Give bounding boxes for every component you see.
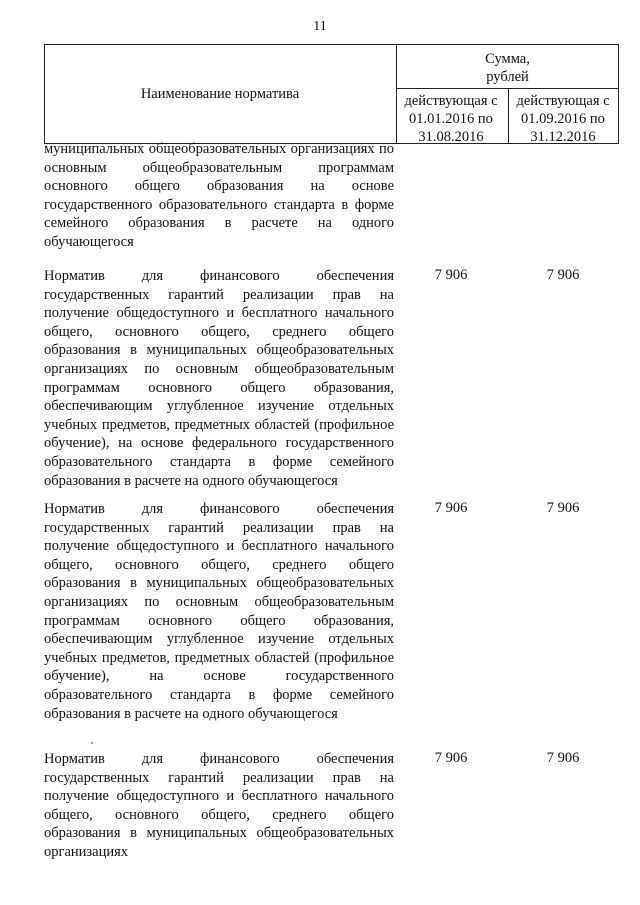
table-header — [44, 44, 619, 144]
header-period-1-line3: 31.08.2016 — [418, 129, 484, 145]
header-name-column: Наименование норматива — [140, 86, 300, 102]
page-number: 11 — [313, 19, 327, 34]
table-row-value-period-1: 7 906 — [434, 750, 468, 766]
header-period-2-line1: действующая с — [516, 93, 610, 109]
table-row-text: Норматив для финансового обеспечения государственных гарантий реализации прав на получение общедоступного и бесплатного начального общего, основного общего, среднего общего образования в муниципальных общеобразовательных организациях по основным общеобразовательным программам основного общего образования, обеспечивающим углубленное изучение отдельных учебных предметов, предметных областей (профильное обучение), на основе федерального государственного образовательного стандарта в форме семейного образования в расчете на одного обучающегося — [44, 268, 394, 489]
header-sum — [396, 50, 619, 86]
header-period-1-line2: 01.01.2016 по — [409, 111, 493, 127]
header-period-2 — [508, 92, 618, 146]
table-row-text: Норматив для финансового обеспечения государственных гарантий реализации прав на получение общедоступного и бесплатного начального общего, основного общего, среднего общего образования в муниципальных общеобразовательных организациях по основным общеобразовательным программам основного общего образования, обеспечивающим углубленное изучение отдельных учебных предметов, предметных областей (профильное обучение), на основе государственного образовательного стандарта в форме семейного образования в расчете на одного обучающегося — [44, 501, 394, 722]
header-period-1-line1: действующая с — [404, 93, 498, 109]
table-row-text: Норматив для финансового обеспечения государственных гарантий реализации прав на получение общедоступного и бесплатного начального общего, основного общего, среднего общего образования в муниципальных общеобразовательных организациях — [44, 751, 394, 860]
table-row-value-period-2: 7 906 — [546, 750, 580, 766]
table-row-value-period-2: 7 906 — [546, 500, 580, 516]
header-sum-line1: Сумма, — [485, 51, 530, 67]
header-period-2-line2: 01.09.2016 по — [521, 111, 605, 127]
header-period-2-line3: 31.12.2016 — [530, 129, 596, 145]
scan-speck — [91, 742, 93, 744]
header-top-border — [44, 44, 619, 45]
header-period-1 — [396, 92, 506, 146]
table-row-value-period-1: 7 906 — [434, 500, 468, 516]
header-sum-line2: рублей — [486, 69, 529, 85]
table-row-value-period-2: 7 906 — [546, 267, 580, 283]
table-row-text: муниципальных общеобразовательных организациях по основным общеобразовательным программам основного общего образования на основе государственного образовательного стандарта в форме семейного образования в расчете на одного обучающегося — [44, 141, 394, 250]
table-row-value-period-1: 7 906 — [434, 267, 468, 283]
